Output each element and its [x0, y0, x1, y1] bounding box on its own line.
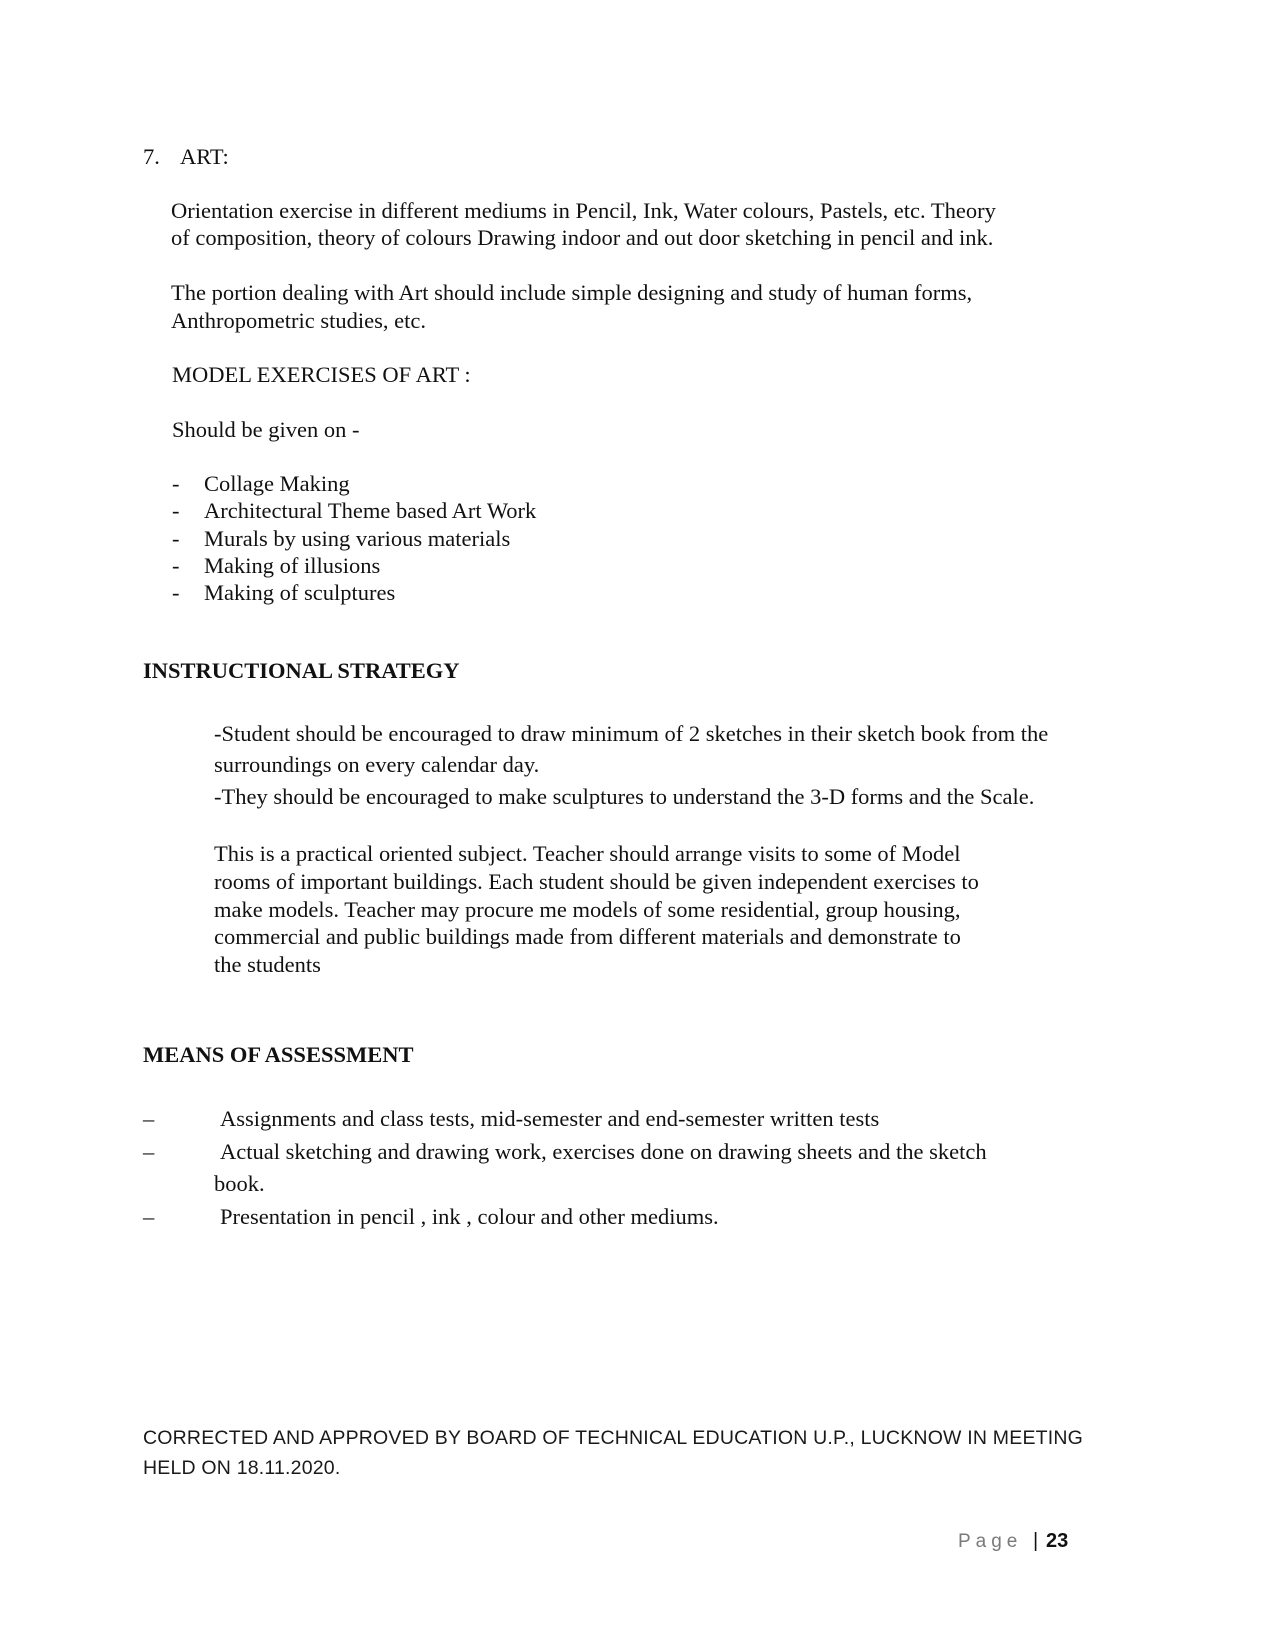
orientation-line-2: of composition, theory of colours Drawing indoor and out door sketching in pencil and ink.: [171, 225, 994, 250]
portion-line-1: The portion dealing with Art should include simple designing and study of human forms,: [171, 280, 973, 305]
section-title: ART:: [180, 144, 229, 169]
assessment-bullet: –: [143, 1204, 155, 1229]
approval-note-line-1: CORRECTED AND APPROVED BY BOARD OF TECHNICAL EDUCATION U.P., LUCKNOW IN MEETING: [143, 1427, 1084, 1449]
strategy-paragraph-line-2: rooms of important buildings. Each student should be given independent exercises to: [214, 869, 979, 894]
strategy-paragraph-line-1: This is a practical oriented subject. Teacher should arrange visits to some of Model: [214, 841, 961, 866]
list-item: Collage Making: [204, 471, 350, 496]
assessment-bullet: –: [143, 1139, 155, 1164]
approval-note-line-2: HELD ON 18.11.2020.: [143, 1457, 341, 1479]
page-separator: |: [1033, 1530, 1039, 1552]
assessment-heading: MEANS OF ASSESSMENT: [143, 1042, 414, 1067]
page-number: 23: [1046, 1530, 1069, 1552]
strategy-line-2: surroundings on every calendar day.: [214, 752, 540, 777]
list-bullet: -: [172, 553, 180, 578]
list-bullet: -: [172, 498, 180, 523]
strategy-paragraph-line-5: the students: [214, 952, 321, 977]
instructional-strategy-heading: INSTRUCTIONAL STRATEGY: [143, 658, 460, 683]
assessment-item: Assignments and class tests, mid-semester and end-semester written tests: [220, 1106, 880, 1131]
list-item: Making of sculptures: [204, 580, 396, 605]
list-item: Architectural Theme based Art Work: [204, 498, 537, 523]
strategy-paragraph-line-3: make models. Teacher may procure me models of some residential, group housing,: [214, 897, 961, 922]
model-exercises-heading: MODEL EXERCISES OF ART :: [172, 362, 471, 387]
list-bullet: -: [172, 471, 180, 496]
list-bullet: -: [172, 580, 180, 605]
assessment-item: Presentation in pencil , ink , colour and other mediums.: [220, 1204, 719, 1229]
section-number: 7.: [143, 144, 160, 169]
strategy-paragraph-line-4: commercial and public buildings made from different materials and demonstrate to: [214, 924, 961, 949]
strategy-line-3: -They should be encouraged to make sculptures to understand the 3-D forms and the Scale.: [214, 784, 1035, 809]
list-bullet: -: [172, 526, 180, 551]
strategy-line-1: -Student should be encouraged to draw minimum of 2 sketches in their sketch book from the: [214, 721, 1049, 746]
assessment-item: Actual sketching and drawing work, exercises done on drawing sheets and the sketch: [220, 1139, 987, 1164]
assessment-item-continuation: book.: [214, 1171, 265, 1196]
portion-line-2: Anthropometric studies, etc.: [171, 308, 426, 333]
list-item: Murals by using various materials: [204, 526, 511, 551]
list-item: Making of illusions: [204, 553, 381, 578]
model-exercises-intro: Should be given on -: [172, 417, 360, 442]
orientation-line-1: Orientation exercise in different mediums in Pencil, Ink, Water colours, Pastels, etc. Theory: [171, 198, 996, 223]
page-label: Page: [958, 1531, 1023, 1552]
assessment-bullet: –: [143, 1106, 155, 1131]
